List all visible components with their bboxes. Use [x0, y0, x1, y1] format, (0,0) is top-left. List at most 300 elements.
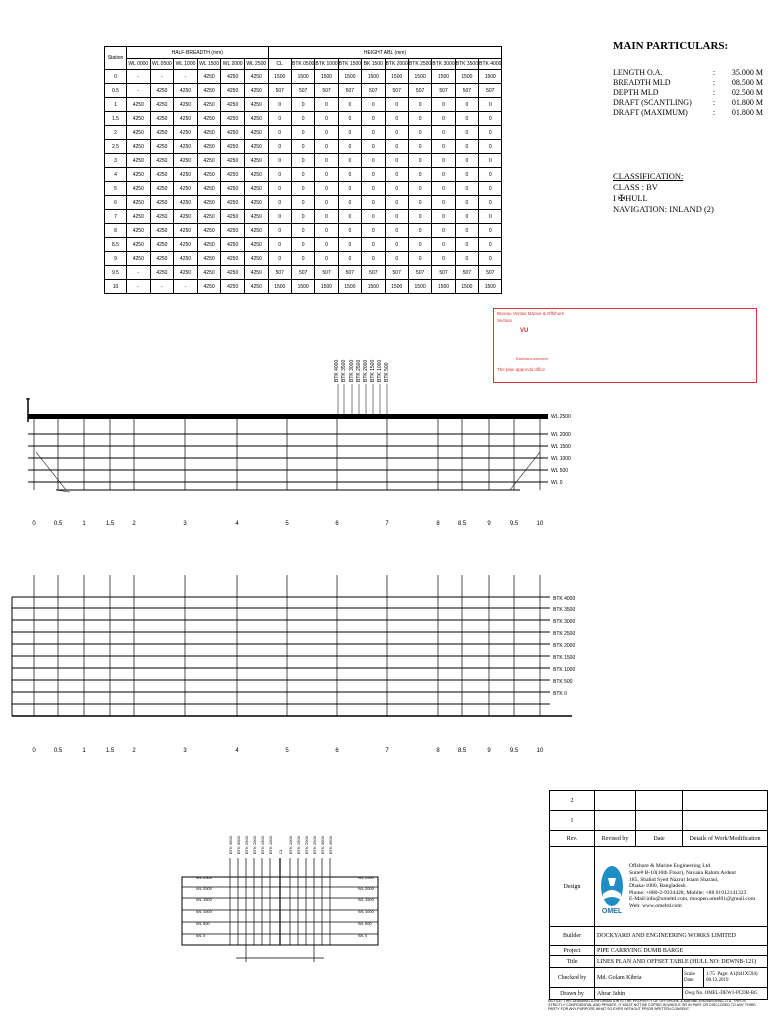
- height-cell: 0: [338, 140, 361, 154]
- half-breadth-cell: 4250: [221, 112, 245, 126]
- half-breadth-cell: 4250: [244, 84, 268, 98]
- half-breadth-cell: 4250: [244, 280, 268, 294]
- station-label: 6: [335, 748, 339, 754]
- station-cell: 2.5: [105, 140, 127, 154]
- height-cell: 0: [455, 252, 478, 266]
- svg-text:WL 500: WL 500: [358, 921, 372, 926]
- height-cell: 0: [338, 168, 361, 182]
- svg-text:BTK 3000: BTK 3000: [236, 836, 241, 854]
- height-cell: 1500: [432, 70, 455, 84]
- station-cell: 4: [105, 168, 127, 182]
- height-cell: 0: [385, 154, 408, 168]
- station-label: 4: [235, 748, 239, 754]
- height-cell: 1500: [479, 280, 502, 294]
- half-breadth-cell: 4250: [127, 126, 151, 140]
- height-cell: 0: [315, 196, 338, 210]
- station-cell: 9.5: [105, 266, 127, 280]
- details-label: Details of Work/Modification: [683, 831, 768, 847]
- company-line: Suite# B-10(10th Floor), Navana Rahim Ardent: [629, 870, 736, 877]
- main-particulars-title: MAIN PARTICULARS:: [613, 40, 729, 52]
- station-label: 5: [285, 748, 289, 754]
- half-breadth-cell: 4250: [174, 182, 198, 196]
- half-breadth-col-header: WL 2500: [244, 59, 268, 70]
- height-cell: 0: [479, 112, 502, 126]
- half-breadth-cell: 4250: [221, 266, 245, 280]
- half-breadth-cell: 4250: [174, 168, 198, 182]
- half-breadth-cell: 4250: [197, 98, 221, 112]
- svg-text:WL 2500: WL 2500: [358, 875, 374, 880]
- svg-text:BTK 0: BTK 0: [553, 691, 567, 697]
- half-breadth-cell: 4250: [127, 140, 151, 154]
- height-cell: 0: [268, 126, 291, 140]
- height-cell: 0: [291, 154, 314, 168]
- station-label: 8: [436, 748, 440, 754]
- height-cell: 1500: [268, 70, 291, 84]
- height-cell: 1500: [408, 70, 431, 84]
- height-cell: 0: [362, 140, 385, 154]
- particular-colon: :: [712, 108, 716, 117]
- half-breadth-cell: 4250: [244, 112, 268, 126]
- svg-text:WL 1500: WL 1500: [196, 897, 212, 902]
- half-breadth-cell: 4250: [174, 140, 198, 154]
- particular-colon: :: [712, 88, 716, 97]
- height-cell: 0: [455, 126, 478, 140]
- height-cell: 0: [408, 224, 431, 238]
- height-cell: 0: [455, 238, 478, 252]
- stamp-section: Section: [497, 318, 513, 323]
- height-cell: 0: [455, 98, 478, 112]
- half-breadth-cell: 4250: [174, 238, 198, 252]
- half-breadth-cell: 4250: [244, 154, 268, 168]
- scale-value: 1:75: [706, 971, 715, 977]
- svg-text:BTK 1000: BTK 1000: [377, 359, 383, 382]
- svg-text:BTK 2500: BTK 2500: [312, 836, 317, 854]
- class-line: CLASS : BV: [613, 182, 658, 192]
- station-label: 2: [132, 748, 136, 754]
- height-cell: 0: [268, 210, 291, 224]
- svg-text:BTK 2000: BTK 2000: [363, 359, 369, 382]
- height-cell: 0: [479, 210, 502, 224]
- height-cell: 0: [408, 140, 431, 154]
- half-breadth-col-header: WL 1000: [174, 59, 198, 70]
- height-cell: 0: [338, 238, 361, 252]
- height-cell: 0: [455, 154, 478, 168]
- half-breadth-cell: 4250: [244, 210, 268, 224]
- station-cell: 7: [105, 210, 127, 224]
- height-cell: 0: [268, 168, 291, 182]
- half-breadth-cell: 4250: [127, 238, 151, 252]
- svg-text:WL 500: WL 500: [196, 921, 210, 926]
- half-breadth-cell: 4250: [244, 168, 268, 182]
- height-cell: 0: [432, 210, 455, 224]
- height-cell: 507: [315, 266, 338, 280]
- station-label: 9: [487, 748, 491, 754]
- half-breadth-cell: 4250: [150, 238, 174, 252]
- half-breadth-cell: 4250: [127, 112, 151, 126]
- height-cell: 0: [291, 168, 314, 182]
- height-cell: 0: [268, 252, 291, 266]
- half-breadth-cell: 4250: [244, 98, 268, 112]
- height-cell: 1500: [338, 70, 361, 84]
- height-cell: 0: [385, 168, 408, 182]
- height-cell: 507: [315, 84, 338, 98]
- height-cell: 1500: [385, 280, 408, 294]
- station-cell: 8: [105, 224, 127, 238]
- half-breadth-cell: 4250: [197, 154, 221, 168]
- height-cell: 1500: [315, 70, 338, 84]
- height-col-header: BK 1500: [362, 59, 385, 70]
- confidentiality-notice: NOTICE: THIS DRAWING & INFORMATION IS THE PROPERTY OF OFFSHORE & MARINE ENGINEERING LTD. THIS IS STRICTLY CONFIDENTIAL AND PRIVATE. IT MUST NOT BE COPIED IN WHOLE OR IN PART OR DISCLOSED TO ANY THIRD PARTY FOR ANY PURPOSE WHAT SO EVER WITHOUT PRIOR WRITTEN CONSENT.: [548, 999, 756, 1012]
- height-cell: 0: [408, 210, 431, 224]
- svg-text:WL 2500: WL 2500: [551, 414, 571, 420]
- svg-text:WL 0: WL 0: [358, 933, 368, 938]
- height-cell: 0: [291, 112, 314, 126]
- half-breadth-cell: 4250: [244, 70, 268, 84]
- dwg-value: OMEL-DEW1-PCDB-BG: [704, 991, 758, 996]
- station-label: 3: [183, 521, 187, 527]
- height-cell: 1500: [479, 70, 502, 84]
- half-breadth-cell: 4250: [150, 140, 174, 154]
- half-breadth-cell: 4250: [127, 168, 151, 182]
- omel-logo-icon: [599, 864, 625, 908]
- height-cell: 0: [362, 224, 385, 238]
- half-breadth-cell: 4250: [244, 182, 268, 196]
- svg-text:BTK 2000: BTK 2000: [304, 836, 309, 854]
- station-cell: 1.5: [105, 112, 127, 126]
- station-label: 0.5: [53, 748, 63, 754]
- half-breadth-cell: 4250: [221, 196, 245, 210]
- height-cell: 0: [432, 182, 455, 196]
- height-cell: 0: [479, 252, 502, 266]
- half-breadth-cell: 4250: [244, 252, 268, 266]
- height-cell: 0: [385, 224, 408, 238]
- half-breadth-cell: 4250: [197, 168, 221, 182]
- height-cell: 0: [479, 238, 502, 252]
- half-breadth-cell: -: [174, 70, 198, 84]
- checked-value: Md. Golam Kibria: [595, 968, 683, 988]
- height-cell: 0: [432, 224, 455, 238]
- half-breadth-cell: 4250: [150, 182, 174, 196]
- deck-line: [28, 414, 548, 419]
- height-cell: 0: [385, 238, 408, 252]
- half-breadth-cell: 4250: [150, 112, 174, 126]
- height-cell: 0: [315, 140, 338, 154]
- drawn-label: Drawn by: [550, 988, 595, 1000]
- stamp-name: Bureau Veritas Marine & Offshore: [497, 311, 565, 316]
- svg-text:BTK 3000: BTK 3000: [349, 359, 355, 382]
- half-breadth-cell: 4250: [150, 154, 174, 168]
- height-cell: 0: [408, 112, 431, 126]
- half-breadth-cell: 4250: [150, 252, 174, 266]
- height-cell: 0: [479, 140, 502, 154]
- half-breadth-cell: 4250: [221, 280, 245, 294]
- station-label: 2: [132, 521, 136, 527]
- particular-value: 08.500 M: [731, 78, 763, 87]
- half-breadth-cell: 4250: [221, 140, 245, 154]
- height-cell: 0: [291, 126, 314, 140]
- height-cell: 0: [362, 126, 385, 140]
- height-cell: 507: [408, 266, 431, 280]
- svg-text:BTK 1000: BTK 1000: [553, 667, 576, 673]
- height-cell: 507: [455, 84, 478, 98]
- half-breadth-cell: -: [127, 70, 151, 84]
- height-cell: 507: [291, 266, 314, 280]
- half-breadth-cell: 4250: [127, 210, 151, 224]
- svg-text:WL 0: WL 0: [196, 933, 206, 938]
- omel-logo: [598, 859, 626, 915]
- half-breadth-cell: -: [150, 280, 174, 294]
- navigation-line: NAVIGATION: INLAND (2): [613, 204, 714, 214]
- half-breadth-cell: 4250: [174, 252, 198, 266]
- height-cell: 507: [455, 266, 478, 280]
- station-label: 1.5: [105, 521, 115, 527]
- particular-label: DEPTH MLD: [613, 88, 659, 97]
- height-cell: 0: [408, 154, 431, 168]
- half-breadth-header: HALF-BREADTH (mm): [127, 47, 269, 59]
- station-label: 7: [385, 521, 389, 527]
- height-cell: 0: [291, 224, 314, 238]
- height-cell: 0: [362, 252, 385, 266]
- svg-text:BTK 2000: BTK 2000: [252, 836, 257, 854]
- half-breadth-cell: 4250: [197, 266, 221, 280]
- station-label: 8.5: [457, 748, 467, 754]
- svg-text:BTK 1500: BTK 1500: [296, 836, 301, 854]
- height-cell: 0: [338, 252, 361, 266]
- station-cell: 0: [105, 70, 127, 84]
- height-cell: 0: [315, 238, 338, 252]
- svg-text:WL 1000: WL 1000: [196, 909, 212, 914]
- dwg-label: Dwg No.: [685, 991, 704, 996]
- height-cell: 0: [268, 196, 291, 210]
- profile-view: [26, 360, 571, 527]
- height-cell: 0: [408, 238, 431, 252]
- height-cell: 0: [455, 182, 478, 196]
- station-label: 1.5: [105, 748, 115, 754]
- svg-text:WL 1500: WL 1500: [358, 897, 374, 902]
- half-breadth-cell: 4250: [174, 98, 198, 112]
- station-cell: 1: [105, 98, 127, 112]
- height-col-header: BTK 2000: [385, 59, 408, 70]
- height-cell: 0: [408, 196, 431, 210]
- height-cell: 0: [268, 112, 291, 126]
- stamp-note-office: The plan approval office: [497, 367, 545, 372]
- height-cell: 0: [385, 210, 408, 224]
- half-breadth-cell: 4250: [197, 140, 221, 154]
- height-col-header: BTK 3000: [432, 59, 455, 70]
- height-cell: 507: [432, 84, 455, 98]
- classification-title: CLASSIFICATION:: [613, 171, 684, 181]
- station-label: 1: [82, 521, 86, 527]
- station-cell: 9: [105, 252, 127, 266]
- svg-text:BTK 2000: BTK 2000: [553, 643, 576, 649]
- project-value: PIPE CARRYING DUMB BARGE: [595, 946, 768, 956]
- particular-value: 35.000 M: [731, 68, 763, 77]
- particular-colon: :: [712, 98, 716, 107]
- half-breadth-cell: 4250: [150, 196, 174, 210]
- particular-colon: :: [712, 78, 716, 87]
- height-cell: 0: [432, 238, 455, 252]
- height-cell: 0: [362, 112, 385, 126]
- particular-label: DRAFT (SCANTLING): [613, 98, 692, 107]
- svg-text:WL 2500: WL 2500: [196, 875, 212, 880]
- height-cell: 507: [362, 266, 385, 280]
- rev-number: 2: [550, 791, 595, 811]
- station-label: 0.5: [53, 521, 63, 527]
- station-label: 4: [235, 521, 239, 527]
- half-breadth-cell: 4250: [150, 224, 174, 238]
- station-label: 7: [385, 748, 389, 754]
- half-breadth-cell: 4250: [244, 266, 268, 280]
- height-cell: 0: [291, 210, 314, 224]
- height-cell: 0: [268, 98, 291, 112]
- half-breadth-cell: -: [174, 280, 198, 294]
- station-label: 6: [335, 521, 339, 527]
- svg-text:BTK 3000: BTK 3000: [320, 836, 325, 854]
- builder-value: DOCKYARD AND ENGINEERING WORKS LIMITED: [595, 927, 768, 946]
- company-line: Web: www.omeltd.com: [629, 902, 682, 909]
- half-breadth-cell: 4250: [197, 196, 221, 210]
- company-line: Offshore & Marine Engineering Ltd.: [629, 863, 712, 870]
- station-label: 8.5: [457, 521, 467, 527]
- svg-text:BTK 2500: BTK 2500: [356, 359, 362, 382]
- station-label: 0: [32, 521, 36, 527]
- svg-text:BTK 3500: BTK 3500: [553, 607, 576, 613]
- height-cell: 0: [315, 224, 338, 238]
- svg-text:BTK 1500: BTK 1500: [370, 359, 376, 382]
- design-label: Design: [550, 847, 595, 927]
- height-cell: 507: [338, 84, 361, 98]
- height-cell: 0: [268, 224, 291, 238]
- title-label: Title: [550, 956, 595, 968]
- half-breadth-cell: 4250: [150, 266, 174, 280]
- height-col-header: BTK 1500: [338, 59, 361, 70]
- station-cell: 8.5: [105, 238, 127, 252]
- rev-number: 1: [550, 811, 595, 831]
- height-col-header: BTK 2500: [408, 59, 431, 70]
- svg-text:BTK 2500: BTK 2500: [553, 631, 576, 637]
- height-cell: 0: [479, 196, 502, 210]
- half-breadth-col-header: WL 2000: [221, 59, 245, 70]
- height-cell: 0: [408, 168, 431, 182]
- half-breadth-cell: 4250: [197, 126, 221, 140]
- particular-label: LENGTH O.A.: [613, 68, 663, 77]
- height-cell: 507: [385, 266, 408, 280]
- height-cell: 1500: [362, 280, 385, 294]
- height-cell: 0: [268, 238, 291, 252]
- height-cell: 0: [338, 98, 361, 112]
- height-cell: 0: [362, 168, 385, 182]
- half-breadth-cell: 4250: [150, 98, 174, 112]
- station-label: 3: [183, 748, 187, 754]
- height-cell: 0: [479, 98, 502, 112]
- half-breadth-cell: 4250: [221, 154, 245, 168]
- svg-text:BTK 3500: BTK 3500: [328, 836, 333, 854]
- station-cell: 6: [105, 196, 127, 210]
- half-breadth-col-header: WL 0000: [127, 59, 151, 70]
- svg-text:WL 500: WL 500: [551, 468, 569, 474]
- height-cell: 507: [385, 84, 408, 98]
- half-breadth-cell: 4250: [197, 210, 221, 224]
- hull-line: I ✠HULL: [613, 193, 648, 203]
- half-breadth-cell: -: [127, 266, 151, 280]
- height-cell: 507: [432, 266, 455, 280]
- svg-text:WL 1500: WL 1500: [551, 444, 571, 450]
- half-breadth-cell: 4250: [197, 252, 221, 266]
- height-cell: 0: [385, 196, 408, 210]
- height-cell: 0: [362, 196, 385, 210]
- station-cell: 3: [105, 154, 127, 168]
- half-breadth-cell: 4250: [127, 252, 151, 266]
- height-cell: 0: [338, 126, 361, 140]
- height-cell: 0: [408, 98, 431, 112]
- half-breadth-cell: 4250: [244, 126, 268, 140]
- plan-view: [12, 575, 575, 754]
- height-cell: 0: [291, 196, 314, 210]
- height-cell: 0: [362, 210, 385, 224]
- height-cell: 0: [315, 126, 338, 140]
- height-cell: 0: [315, 168, 338, 182]
- height-cell: 0: [385, 112, 408, 126]
- company-line: Dhaka-1000, Bangladesh.: [629, 883, 687, 890]
- half-breadth-cell: 4250: [174, 154, 198, 168]
- height-cell: 0: [432, 154, 455, 168]
- svg-text:BTK 4000: BTK 4000: [553, 596, 576, 602]
- height-cell: 507: [291, 84, 314, 98]
- height-cell: 0: [338, 182, 361, 196]
- height-cell: 0: [362, 154, 385, 168]
- height-cell: 0: [268, 154, 291, 168]
- height-cell: 0: [315, 98, 338, 112]
- height-cell: 0: [455, 196, 478, 210]
- height-cell: 1500: [455, 70, 478, 84]
- half-breadth-cell: -: [127, 84, 151, 98]
- height-cell: 0: [432, 252, 455, 266]
- height-cell: 507: [408, 84, 431, 98]
- svg-text:BTK 1500: BTK 1500: [260, 836, 265, 854]
- height-cell: 0: [385, 252, 408, 266]
- station-label: 5: [285, 521, 289, 527]
- rev-label: Rev.: [550, 831, 595, 847]
- title-block: [549, 790, 768, 1000]
- particular-value: 02.500 M: [731, 88, 763, 97]
- half-breadth-col-header: WL 1500: [197, 59, 221, 70]
- half-breadth-cell: 4250: [197, 280, 221, 294]
- height-cell: 0: [291, 238, 314, 252]
- half-breadth-cell: 4250: [150, 84, 174, 98]
- half-breadth-cell: 4250: [244, 238, 268, 252]
- station-label: 10: [536, 748, 544, 754]
- svg-text:BTK 3500: BTK 3500: [228, 836, 233, 854]
- height-cell: 0: [385, 126, 408, 140]
- half-breadth-cell: 4250: [221, 252, 245, 266]
- half-breadth-cell: 4250: [174, 84, 198, 98]
- svg-text:WL 2000: WL 2000: [551, 432, 571, 438]
- half-breadth-cell: 4250: [244, 224, 268, 238]
- stamp-note-examined: Examined document: [516, 357, 548, 361]
- height-cell: 1500: [291, 70, 314, 84]
- height-cell: 0: [315, 112, 338, 126]
- svg-text:BTK 2500: BTK 2500: [244, 836, 249, 854]
- height-cell: 507: [268, 266, 291, 280]
- half-breadth-cell: 4250: [127, 98, 151, 112]
- half-breadth-cell: 4250: [244, 196, 268, 210]
- height-cell: 0: [455, 140, 478, 154]
- half-breadth-col-header: WL 0500: [150, 59, 174, 70]
- half-breadth-cell: 4250: [221, 84, 245, 98]
- height-cell: 0: [268, 182, 291, 196]
- height-cell: 0: [432, 140, 455, 154]
- height-cell: 0: [479, 224, 502, 238]
